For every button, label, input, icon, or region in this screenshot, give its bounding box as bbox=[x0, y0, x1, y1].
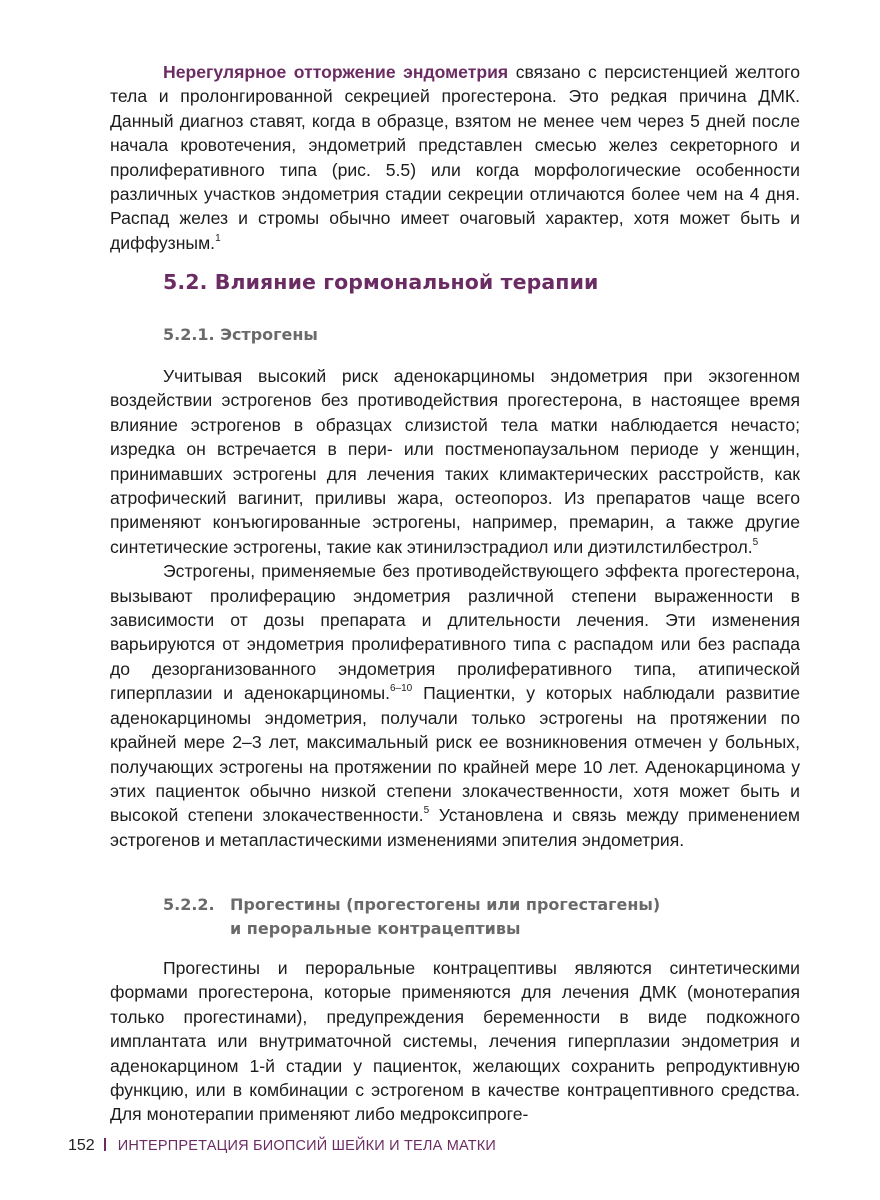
paragraph-estrogens-1 bbox=[110, 364, 800, 559]
paragraph-text: Учитывая высокий риск аденокарциномы эндометрия при экзогенном воздействии эстрогенов без противодействия прогестерона, в настоящее время влияние эстрогенов в образцах слизистой тела матки наблюдается нечасто; изредка он встречается в пери- или постменопаузальном периоде у женщин, принимавших эстрогены для лечения таких климактерических расстройств, как атрофический вагинит, приливы жара, остеопороз. Из препаратов чаще всего применяют конъюгированные эстрогены, например, премарин, а также другие синтетические эстрогены, такие как этинилэстрадиол или диэтилстилбестрол. bbox=[110, 366, 800, 557]
subsection-heading-5-2-1: 5.2.1. Эстрогены bbox=[163, 325, 318, 344]
footnote-ref: 1 bbox=[215, 232, 221, 244]
running-title: ИНТЕРПРЕТАЦИЯ БИОПСИЙ ШЕЙКИ И ТЕЛА МАТКИ bbox=[117, 1138, 497, 1154]
subsection-heading-5-2-2 bbox=[163, 893, 660, 941]
paragraph-text: связано с персистенцией желтого тела и пролонгированной секрецией прогестерона. Это редкая причина ДМК. Данный диагноз ставят, когда в образце, взятом не менее чем через 5 дней после начала кровотечения, эндометрий представлен смесью желез секреторного и пролиферативного типа (рис. 5.5) или когда морфологические особенности различных участков эндометрия стадии секреции отличаются более чем на 4 дня. Распад желез и стромы обычно имеет очаговый характер, хотя может быть и диффузным. bbox=[110, 62, 800, 253]
section-estrogens-body bbox=[110, 364, 800, 852]
footnote-ref: 5 bbox=[423, 805, 430, 817]
paragraph-progestins-1: Прогестины и пероральные контрацептивы являются синтетическими формами прогестерона, которые применяются для лечения ДМК (монотерапия только прогестинами), предупреждения беременности в виде подкожного имплантата или внутриматочной системы, лечения гиперплазии эндометрия и аденокарцином 1-й стадии у пациенток, желающих сохранить репродуктивную функцию, или в комбинации с эстрогеном в качестве контрацептивного средства. Для монотерапии применяют либо медроксипроге- bbox=[110, 958, 800, 1125]
paragraph-text: Установлена и связь между применением эстрогенов и метапластическими изменениями эпителия эндометрия. bbox=[110, 805, 801, 850]
footnote-ref: 5 bbox=[752, 536, 759, 548]
page-footer bbox=[68, 1137, 496, 1155]
subsection-number: 5.2.2. bbox=[163, 895, 215, 914]
paragraph-text: Пациентки, у которых наблюдали развитие аденокарциномы эндометрия, получали только эстрогены на протяжении по крайней мере 2–3 лет, максимальный риск ее возникновения отмечен у больных, получающих эстрогены на протяжении по крайней мере 10 лет. Аденокарцинома у этих пациенток обычно низкой степени злокачественности, хотя может быть и высокой степени злокачественности. bbox=[110, 683, 800, 826]
subsection-title-line1: Прогестины (прогестогены или прогестагены) bbox=[230, 895, 661, 914]
page-number: 152 bbox=[68, 1137, 95, 1154]
section-progestins-body bbox=[110, 956, 800, 1127]
subsection-title-line2: и пероральные контрацептивы bbox=[230, 919, 521, 938]
footer-divider bbox=[104, 1138, 106, 1151]
footnote-ref: 6–10 bbox=[389, 683, 413, 695]
section-heading-5-2: 5.2. Влияние гормональной терапии bbox=[163, 270, 599, 294]
paragraph-text: Эстрогены, применяемые без противодействующего эффекта прогестерона, вызывают пролиферацию эндометрия различной степени выраженности в зависимости от дозы препарата и длительности лечения. Эти изменения варьируются от эндометрия пролиферативного типа с распадом или без распада до дезорганизованного эндометрия пролиферативного типа, атипической гиперплазии и аденокарциномы. bbox=[110, 561, 800, 704]
paragraph-irregular-shedding bbox=[110, 60, 800, 255]
lead-term: Нерегулярное отторжение эндометрия bbox=[163, 62, 509, 82]
paragraph-estrogens-2 bbox=[110, 559, 800, 852]
